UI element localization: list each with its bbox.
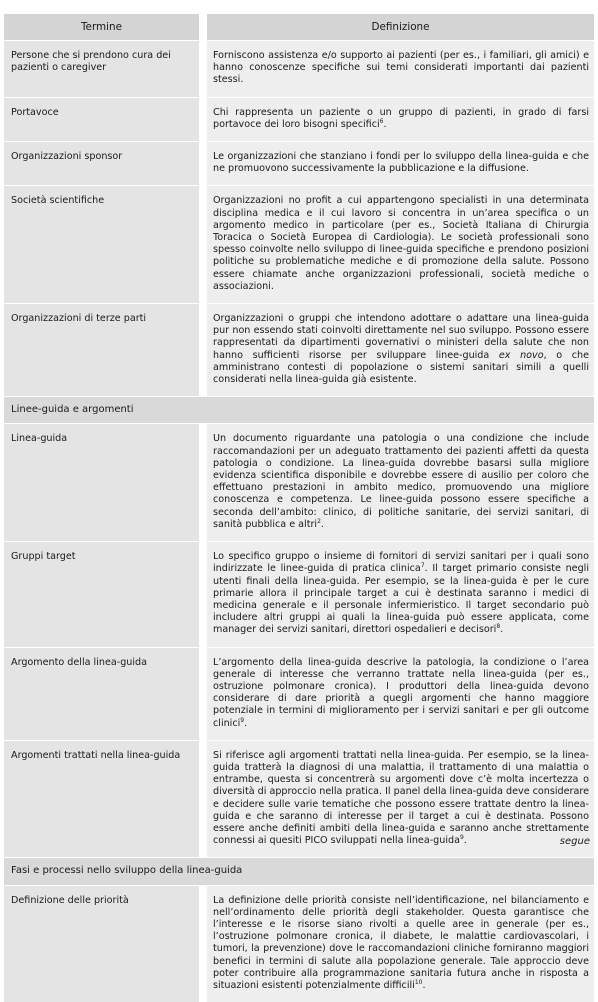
footnote-ref: 2 xyxy=(317,517,321,525)
term-cell: Organizzazioni di terze parti xyxy=(4,303,199,396)
term-cell: Definizione delle priorità xyxy=(4,885,199,1002)
definition-emphasis: ex novo xyxy=(498,349,544,361)
footnote-ref: 8 xyxy=(496,623,501,631)
table-row xyxy=(4,541,594,646)
definition-text: Lo specifico gruppo o insieme di fornitori di servizi sanitari per i quali sono indirizzate le linee-guida di pratica clinica xyxy=(213,551,589,575)
table-row xyxy=(4,740,594,858)
term-cell: Organizzazioni sponsor xyxy=(4,141,199,185)
term-cell: Argomento della linea-guida xyxy=(4,647,199,740)
definition-cell: Forniscono assistenza e/o supporto ai pazienti (per es., i familiari, gli amici) e hanno conoscenze specifiche sui temi considerati importanti dai pazienti stessi. xyxy=(207,40,594,97)
glossary-table xyxy=(4,14,594,1002)
footnote-ref: 10 xyxy=(414,978,423,986)
table-row xyxy=(4,40,594,97)
section-title: Fasi e processi nello sviluppo della linea-guida xyxy=(4,857,594,884)
definition-text: Organizzazioni o gruppi che intendono adottare o adattare una linea-guida pur non essendo stati coinvolti direttamente nel suo sviluppo. Possono essere rappresentati da dipartimenti governativi o ministeri della salute che non hanno sufficienti risorse per sviluppare linee-guida xyxy=(213,313,589,361)
header-term: Termine xyxy=(4,14,199,40)
term-cell: Portavoce xyxy=(4,97,199,141)
continued-label: segue xyxy=(559,836,590,847)
definition-cell: Le organizzazioni che stanziano i fondi per lo sviluppo della linea-guida e che ne promuovono successivamente la pubblicazione e la diffusione. xyxy=(207,141,594,185)
table-row xyxy=(4,141,594,185)
definition-end: . xyxy=(244,717,248,729)
term-cell: Gruppi target xyxy=(4,541,199,646)
definition-end: . xyxy=(383,118,387,130)
definition-text: Un documento riguardante una patologia o una condizione che include raccomandazioni per un adeguato trattamento dei pazienti affetti da questa patologia o condizione. La linea-guida dovrebbe basarsi sulla migliore evidenza scientifica disponibile e dovrebbe essere di ausilio per coloro che effettuano prestazioni in ambito medico, promuovendo una migliore conoscenza e competenza. Le linee-guida possono essere specifiche a seconda dell’ambito: clinico, di politiche sanitarie, dei servizi sanitari, di sanità pubblica e altri xyxy=(213,433,589,530)
definition-text: La definizione delle priorità consiste nell’identificazione, nel bilanciamento e nell’ordinamento delle priorità degli stakeholder. Questa garantisce che l’interesse e le risorse siano rivolti a quelle aree in generale (per es., l’ostruzione polmonare cronica, il diabete, le malattie cardiovascolari, i tumori, la prevenzione) dove le raccomandazioni cliniche forniranno maggiori benefici in termini di salute alla popolazione generale. Tale approccio deve poter contribuire alla programmazione sanitaria futura anche in risposta a situazioni esistenti potenzialmente difficili xyxy=(213,894,589,991)
definition-cell xyxy=(207,97,594,141)
footnote-ref: 6 xyxy=(379,117,384,125)
definition-text: Chi rappresenta un paziente o un gruppo di pazienti, in grado di farsi portavoce dei loro bisogni specifici xyxy=(213,106,589,130)
table-header-row xyxy=(4,14,594,40)
definition-end: . xyxy=(463,835,467,847)
footnote-ref: 9 xyxy=(240,716,245,724)
term-cell: Persone che si prendono cura dei pazienti o caregiver xyxy=(4,40,199,97)
table-row xyxy=(4,97,594,141)
definition-text: L’argomento della linea-guida descrive la patologia, la condizione o l’area generale di interesse che verranno trattate nella linea-guida (per es., ostruzione polmonare cronica). I produttori della linea-guida devono considerare di dare priorità a quegli argomenti che hanno maggiore potenziale in termini di miglioramento per i servizi sanitari e per gli outcome clinici xyxy=(213,656,589,729)
definition-cell xyxy=(207,541,594,646)
definition-cell xyxy=(207,740,594,858)
definition-text-continued: . Il target primario consiste negli utenti finali della linea-guida. Per esempio, se la linea-guida è per le cure primarie allora il principale target a cui è destinata saranno i medici di medicina generale e il personale infermieristico. Il target secondario può includere altri gruppi ai quali la linea-guida può essere applicata, come manager dei servizi sanitari, direttori ospedalieri e decisori xyxy=(213,563,589,636)
term-cell: Argomenti trattati nella linea-guida xyxy=(4,740,199,858)
table-row xyxy=(4,885,594,1002)
definition-end: . xyxy=(422,979,426,991)
definition-end: . xyxy=(320,518,324,530)
table-row xyxy=(4,303,594,396)
table-row xyxy=(4,423,594,541)
definition-text: Si riferisce agli argomenti trattati nella linea-guida. Per esempio, se la linea-guida tratterà la diagnosi di una malattia, il trattamento di una malattia o entrambe, questa si concentrerà su argomenti dove c’è molta incertezza o diversità di approccio nella pratica. Il panel della linea-guida deve considerare e decidere sulle varie tematiche che possono essere trattate dentro la linea-guida e che saranno di interesse per il target a cui è destinata. Possono essere anche definiti ambiti della linea-guida e saranno anche strettamente connessi ai quesiti PICO sviluppati nella linea-guida xyxy=(213,749,590,847)
definition-text-continued: , o che amministrano contesti di popolazione o sistemi sanitari simili a quelli considerati nella linea-guida già esistente. xyxy=(213,349,589,386)
header-definition: Definizione xyxy=(207,14,594,40)
definition-cell xyxy=(207,885,594,1002)
header-separator xyxy=(199,14,207,40)
definition-cell xyxy=(207,423,594,541)
definition-cell: Organizzazioni no profit a cui appartengono specialisti in una determinata disciplina medica e il cui lavoro si concentra in un’area specifica o un argomento medico in particolare (per es., Società Italiana di Chirurgia Toracica o Società Europea di Cardiologia). Le società professionali sono spesso coinvolte nello sviluppo di linee-guida specifiche e prendono posizioni politiche su problematiche mediche e di promozione della salute. Possono essere chiamate anche organizzazioni professionali, società mediche o associazioni. xyxy=(207,185,594,303)
table-row xyxy=(4,647,594,740)
footnote-ref: 7 xyxy=(420,562,425,570)
section-header-row xyxy=(4,857,594,884)
section-header-row xyxy=(4,396,594,423)
definition-cell xyxy=(207,647,594,740)
footnote-ref: 9 xyxy=(459,834,464,842)
section-title: Linee-guida e argomenti xyxy=(4,396,594,423)
definition-end: . xyxy=(500,624,504,636)
term-cell: Società scientifiche xyxy=(4,185,199,303)
definition-cell xyxy=(207,303,594,396)
table-row xyxy=(4,185,594,303)
term-cell: Linea-guida xyxy=(4,423,199,541)
